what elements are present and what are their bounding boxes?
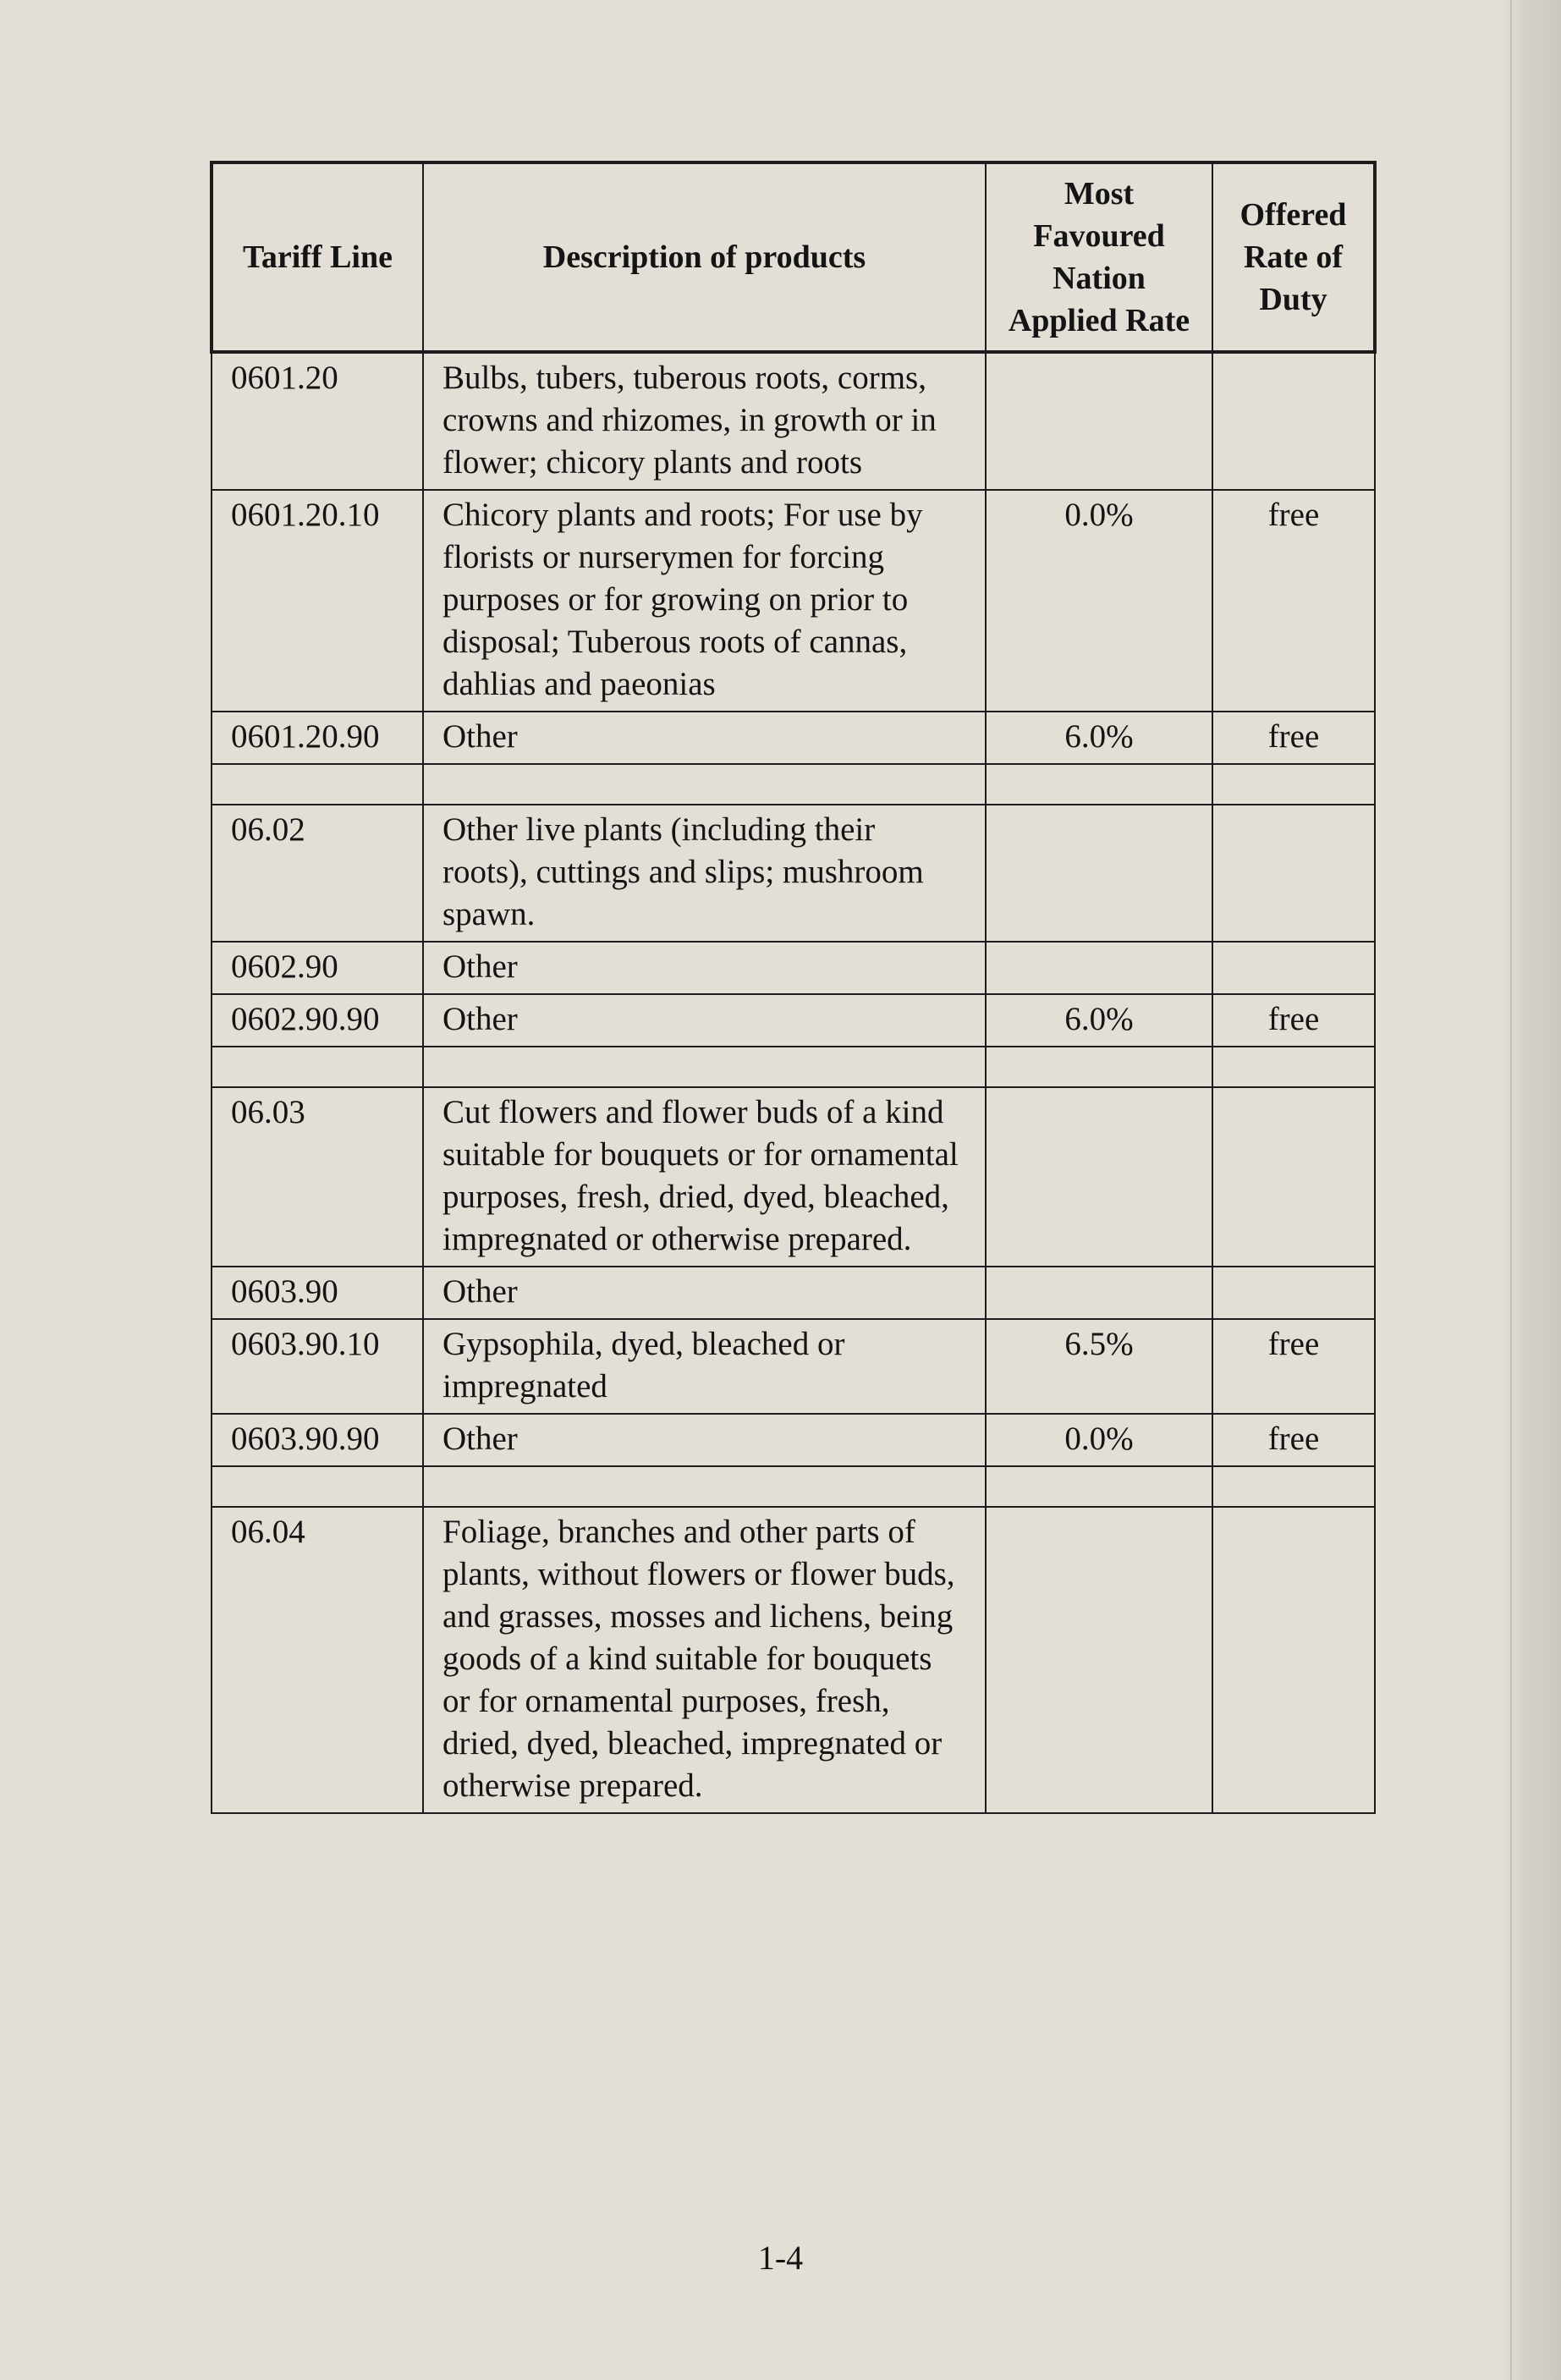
- mfn-rate-cell: [986, 942, 1212, 994]
- header-mfn-rate: Most Favoured Nation Applied Rate: [986, 162, 1212, 352]
- description-cell: Gypsophila, dyed, bleached or impregnated: [423, 1319, 986, 1414]
- empty-cell: [986, 1466, 1212, 1507]
- offered-rate-cell: [1212, 942, 1375, 994]
- tariff-line-cell: 06.03: [212, 1087, 423, 1267]
- description-cell: Cut flowers and flower buds of a kind suitable for bouquets or for ornamental purposes, fresh, dried, dyed, bleached, impregnated or otherwise prepared.: [423, 1087, 986, 1267]
- tariff-line-cell: 06.04: [212, 1507, 423, 1813]
- offered-rate-cell: [1212, 1267, 1375, 1319]
- table-row: [212, 1087, 1375, 1267]
- table-row: [212, 805, 1375, 942]
- table-row: [212, 712, 1375, 764]
- empty-cell: [986, 764, 1212, 805]
- mfn-rate-cell: [986, 1087, 1212, 1267]
- empty-cell: [423, 1047, 986, 1087]
- tariff-line-cell: 0601.20.90: [212, 712, 423, 764]
- description-cell: Other: [423, 994, 986, 1047]
- tariff-line-cell: 0603.90: [212, 1267, 423, 1319]
- tariff-table: [210, 161, 1377, 1814]
- table-row: [212, 1267, 1375, 1319]
- spacer-row: [212, 764, 1375, 805]
- description-cell: Other: [423, 1414, 986, 1466]
- table-row: [212, 1319, 1375, 1414]
- page-number: 1-4: [757, 2239, 804, 2277]
- mfn-rate-cell: 6.0%: [986, 712, 1212, 764]
- mfn-rate-cell: 0.0%: [986, 1414, 1212, 1466]
- offered-rate-cell: [1212, 352, 1375, 490]
- tariff-line-cell: 06.02: [212, 805, 423, 942]
- mfn-rate-cell: [986, 352, 1212, 490]
- empty-cell: [212, 1047, 423, 1087]
- tariff-line-cell: 0601.20: [212, 352, 423, 490]
- header-description: Description of products: [423, 162, 986, 352]
- table-row: [212, 942, 1375, 994]
- mfn-rate-cell: 6.5%: [986, 1319, 1212, 1414]
- tariff-line-cell: 0602.90.90: [212, 994, 423, 1047]
- header-offered-rate: Offered Rate of Duty: [1212, 162, 1375, 352]
- mfn-rate-cell: 6.0%: [986, 994, 1212, 1047]
- offered-rate-cell: free: [1212, 994, 1375, 1047]
- header-tariff-line: Tariff Line: [212, 162, 423, 352]
- tariff-line-cell: 0603.90.90: [212, 1414, 423, 1466]
- description-cell: Other live plants (including their roots), cuttings and slips; mushroom spawn.: [423, 805, 986, 942]
- table-row: [212, 1414, 1375, 1466]
- empty-cell: [1212, 1047, 1375, 1087]
- spacer-row: [212, 1047, 1375, 1087]
- empty-cell: [423, 1466, 986, 1507]
- empty-cell: [1212, 764, 1375, 805]
- empty-cell: [212, 1466, 423, 1507]
- offered-rate-cell: free: [1212, 490, 1375, 712]
- empty-cell: [1212, 1466, 1375, 1507]
- table-row: [212, 352, 1375, 490]
- table-row: [212, 490, 1375, 712]
- offered-rate-cell: [1212, 805, 1375, 942]
- offered-rate-cell: free: [1212, 712, 1375, 764]
- mfn-rate-cell: [986, 1507, 1212, 1813]
- tariff-line-cell: 0603.90.10: [212, 1319, 423, 1414]
- offered-rate-cell: free: [1212, 1319, 1375, 1414]
- empty-cell: [986, 1047, 1212, 1087]
- description-cell: Foliage, branches and other parts of plants, without flowers or flower buds, and grasses, mosses and lichens, being goods of a kind suitable for bouquets or for ornamental purposes, fresh, dried, dyed, bleached, impregnated or otherwise prepared.: [423, 1507, 986, 1813]
- offered-rate-cell: [1212, 1507, 1375, 1813]
- description-cell: Bulbs, tubers, tuberous roots, corms, crowns and rhizomes, in growth or in flower; chicory plants and roots: [423, 352, 986, 490]
- table-row: [212, 994, 1375, 1047]
- empty-cell: [212, 764, 423, 805]
- tariff-line-cell: 0601.20.10: [212, 490, 423, 712]
- description-cell: Chicory plants and roots; For use by florists or nurserymen for forcing purposes or for growing on prior to disposal; Tuberous roots of cannas, dahlias and paeonias: [423, 490, 986, 712]
- mfn-rate-cell: 0.0%: [986, 490, 1212, 712]
- table-row: [212, 1507, 1375, 1813]
- offered-rate-cell: [1212, 1087, 1375, 1267]
- mfn-rate-cell: [986, 805, 1212, 942]
- spacer-row: [212, 1466, 1375, 1507]
- header-row: [212, 162, 1375, 352]
- empty-cell: [423, 764, 986, 805]
- tariff-line-cell: 0602.90: [212, 942, 423, 994]
- description-cell: Other: [423, 942, 986, 994]
- mfn-rate-cell: [986, 1267, 1212, 1319]
- description-cell: Other: [423, 712, 986, 764]
- page-edge-line: [1510, 0, 1512, 2380]
- description-cell: Other: [423, 1267, 986, 1319]
- offered-rate-cell: free: [1212, 1414, 1375, 1466]
